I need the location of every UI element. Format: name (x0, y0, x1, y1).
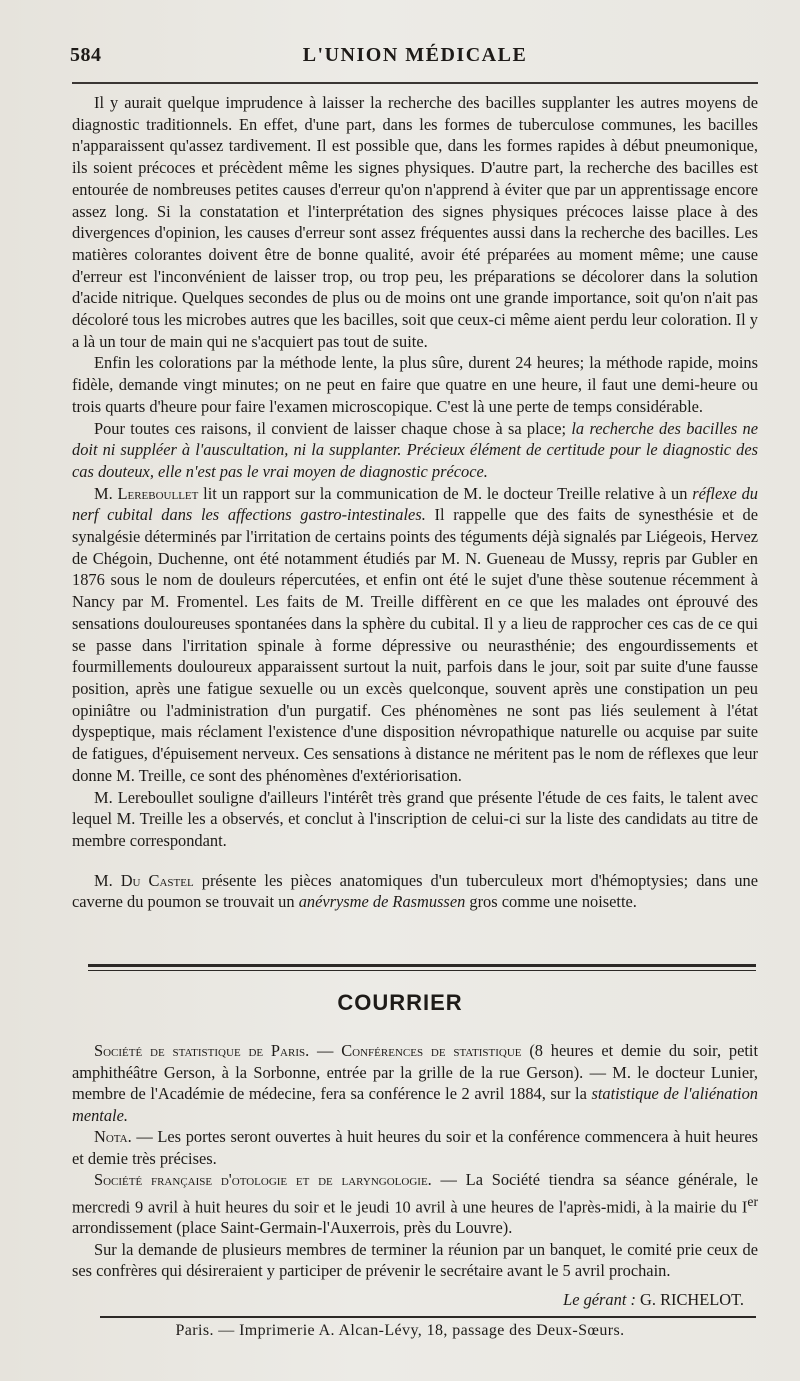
courrier-nota (72, 1126, 758, 1169)
courrier-body (72, 1040, 758, 1282)
otologie-society: Société française d'otologie et de laryngologie. (94, 1170, 432, 1189)
journal-title: L'UNION MÉDICALE (302, 44, 528, 66)
signature (563, 1290, 744, 1310)
report-text-a: lit un rapport sur la communication de M. le docteur Treille relative à un (198, 483, 693, 503)
report-lead: M. (94, 483, 118, 503)
nota-text: — Les portes seront ouvertes à huit heures du soir et la conférence commencera à huit heures et demie très précises. (72, 1127, 758, 1168)
conclusion-text: Pour toutes ces raisons, il convient de laisser chaque chose à sa place; (94, 418, 567, 438)
section-rule-thin (88, 970, 756, 971)
society-name: Société de statistique de Paris. (94, 1041, 310, 1060)
du-castel-lead: M. (94, 870, 121, 890)
otologie-text-a: — La Société tiendra sa séance générale, le mercredi 9 avril à huit heures du soir et le jeudi 10 avril à une heures de l'après-midi, à la mairie du I (72, 1170, 759, 1216)
du-castel-italic: anévrysme de Rasmussen (298, 892, 466, 912)
paragraph-lereboullet-report (72, 483, 758, 787)
courrier-heading: COURRIER (337, 990, 463, 1015)
ordinal-sup: er (747, 1193, 758, 1209)
report-subject-italic: réflexe du nerf cubital dans les affections gastro-intestinales. (72, 483, 758, 525)
paragraph-gap (72, 852, 758, 870)
courrier-otologie (72, 1169, 758, 1239)
header-rule (72, 82, 758, 84)
paragraph-bacilles-diagnostic: Il y aurait quelque imprudence à laisser la recherche des bacilles supplanter les autres moyens de diagnostic traditionnels. En effet, d'une part, dans les formes de tuberculose communes, les bacilles n'apparaissent qu'assez tardivement. Il est possible que, dans les formes rapides à début pneumonique, ils soient précoces et précèdent même les signes physiques. D'autre part, la recherche des bacilles est entourée de nombreuses petites causes d'erreur qu'on n'apprend à éviter que par un apprentissage encore assez long. Si la constatation et l'interprétation des signes physiques précoces laisse place à des divergences d'opinion, les causes d'erreur sont assez fréquentes aussi dans la recherche des bacilles. Les matières colorantes doivent être de bonne qualité, avoir été préparées au moment même; une cause d'erreur est l'inconvénient de laisser trop, ou trop peu, les préparations se décolorer dans la solution d'acide nitrique. Quelques secondes de plus ou de moins ont une grande importance, soit qu'on n'ait pas décoloré tous les microbes autres que les bacilles, soit que ceux-ci même aient perdu leur coloration. Il y a là un tour de main qui ne s'acquiert pas tout de suite. (72, 93, 758, 351)
report-text-b: Il rappelle que des faits de synesthésie et de synalgésie déterminés par l'irritation de certains points des téguments déjà signalés par Liégeois, Hervez de Chégoin, Duchenne, ont été notamment étudiés par M. N. Gueneau de Mussy, repris par Gubler en 1876 sous le nom de douleurs répercutées, et enfin ont été le sujet d'une thèse soutenue récemment à Nancy par M. Fromentel. Les faits de M. Treille diffèrent en ce que les malades ont éprouvé des sensations douloureuses spontanées dans la sphère du cubital. Il y a lieu de rapprocher ces cas de ce qui se passe dans l'irritation spinale à forme dépressive ou neurasthénie; des engourdissements et fourmillements douloureux apparaissent surtout la nuit, parfois dans le jour, soit par suite d'une fausse position, après une fatigue sexuelle ou un excès quelconque, souvent après une constipation un peu opiniâtre ou l'administration d'un purgatif. Ces phénomènes ne sont pas liés seulement à l'état dyspeptique, mais réclament l'existence d'une disposition névropathique naturelle ou acquise par suite de fatigues, d'épuisement nerveux. Ces sensations à distance ne méritent pas le nom de réflexes que leur donne M. Treille, ce sont des phénomènes d'extériorisation. (72, 505, 758, 785)
du-castel-text-b: gros comme une noisette. (465, 892, 637, 912)
paragraph-du-castel (72, 870, 758, 913)
gerant-label: Le gérant : (563, 1290, 636, 1309)
conferences-label: Conférences de statistique (341, 1041, 522, 1060)
paragraph-conclusion (72, 418, 758, 483)
imprint-line: Paris. — Imprimerie A. Alcan-Lévy, 18, passage des Deux-Sœurs. (175, 1322, 625, 1339)
paragraph-colorations: Enfin les colorations par la méthode lente, la plus sûre, durent 24 heures; la méthode rapide, moins fidèle, demande vingt minutes; on ne peut en faire que quatre en une heure, il faut une demi-heure ou trois quarts d'heure pour faire l'examen microscopique. C'est là une perte de temps considérable. (72, 353, 758, 416)
gerant-name: G. RICHELOT. (640, 1290, 744, 1309)
otologie-text-b: arrondissement (place Saint-Germain-l'Auxerrois, près du Louvre). (72, 1218, 513, 1238)
du-castel-name: Du Castel (120, 870, 194, 890)
page-header (70, 40, 760, 70)
du-castel-text-a: présente les pièces anatomiques d'un tuberculeux mort d'hémoptysies; dans une caverne du poumon se trouvait un (72, 870, 758, 912)
dash: — (309, 1041, 342, 1060)
paragraph-lereboullet-conclusion: M. Lereboullet souligne d'ailleurs l'intérêt très grand que présente l'étude de ces faits, le talent avec lequel M. Treille les a observés, et conclut à l'inscription de celui-ci sur la liste des candidats au titre de membre correspondant. (72, 787, 758, 850)
courrier-statistique (72, 1040, 758, 1126)
courrier-banquet: Sur la demande de plusieurs membres de terminer la réunion par un banquet, le comité prie ceux de ses confrères qui désireraient y participer de prévenir le secrétaire avant le 5 avril prochain. (72, 1239, 758, 1281)
statistique-text: (8 heures et demie du soir, petit amphithéâtre Gerson, à la Sorbonne, entrée par la grille de la rue Gerson). — M. le docteur Lunier, membre de l'Académie de médecine, fera sa conférence le 2 avril 1884, sur la (72, 1041, 759, 1103)
statistique-italic: statistique de l'aliénation mentale. (72, 1084, 758, 1125)
conclusion-italic: la recherche des bacilles ne doit ni suppléer à l'auscultation, ni la supplanter. Précieux élément de certitude pour le diagnostic des cas douteux, elle n'est pas le vrai moyen de diagnostic précoce. (72, 418, 758, 481)
article-body (72, 92, 758, 913)
page-number: 584 (70, 44, 102, 66)
nota-label: Nota. (94, 1127, 132, 1146)
section-rule-thick (88, 964, 756, 967)
footer-rule (100, 1316, 756, 1318)
author-name: Lereboullet (117, 483, 199, 503)
